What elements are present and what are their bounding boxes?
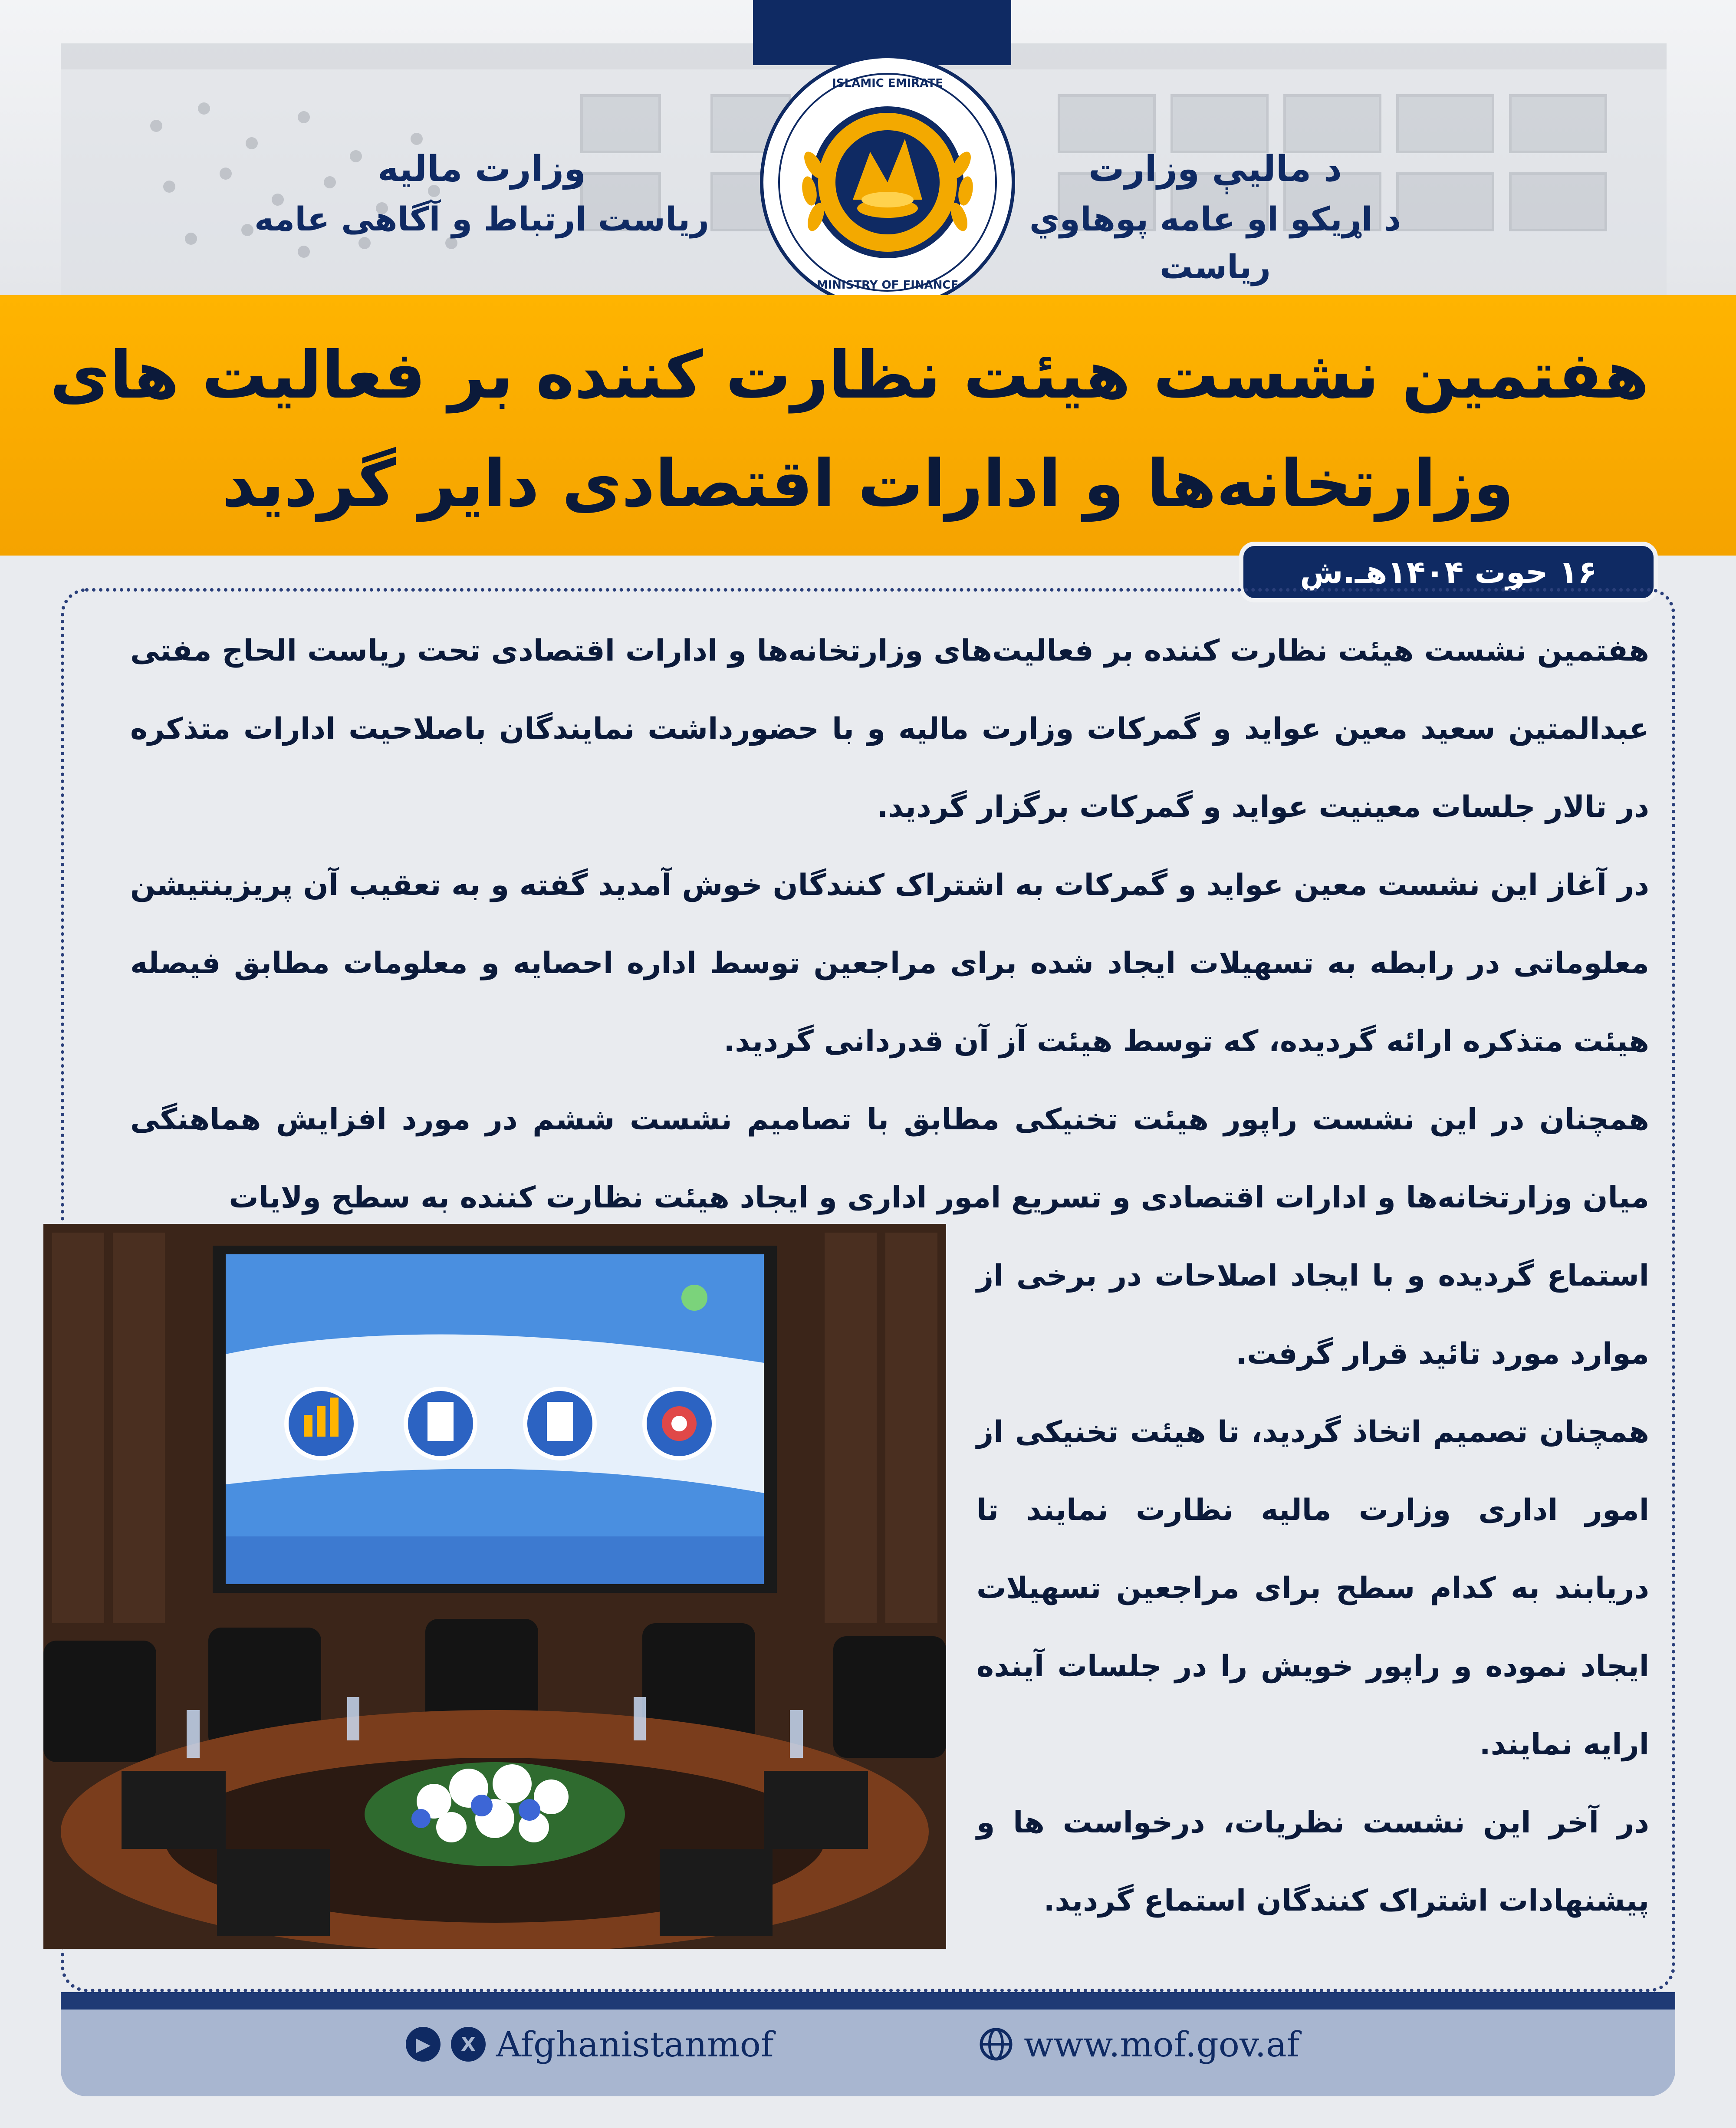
ministry-dari-block (243, 143, 720, 243)
ministry-pashto-name: د مالیې وزارت (1088, 148, 1342, 190)
paragraph-closing: در آخر این نشست نظریات، درخواست ها و پیشنهادات اشتراک کنندگان استماع گردید. (976, 1806, 1649, 1918)
x-icon[interactable]: X (451, 2027, 486, 2062)
footer-top-bar (61, 1992, 1675, 2010)
ministry-dari-department: ریاست ارتباط و آگاهی عامه (254, 200, 709, 238)
paragraph-decision: همچنان تصمیم اتخاذ گردید، تا هیئت تخنیکی از امور اداری وزارت مالیه نظارت نمایند تا دریابند به کدام سطح برای مراجعین تسهیلات ایجاد نموده و راپور خویش را در جلسات آینده ارایه نمایند. (976, 1415, 1649, 1762)
ministry-pashto-department: د اړیکو او عامه پوهاوي ریاست (1029, 200, 1401, 286)
svg-text:MINISTRY OF FINANCE: MINISTRY OF FINANCE (816, 279, 959, 292)
website-link[interactable] (979, 2018, 1299, 2070)
title-line-1: هفتمین نشست هیئت نظارت کننده بر فعالیت های (50, 338, 1649, 413)
ministry-dari-name: وزارت مالیه (378, 148, 586, 190)
date-badge: ۱۶ حوت ۱۴۰۴هـ.ش (1239, 542, 1658, 602)
header (0, 0, 1736, 295)
title-banner (0, 295, 1736, 556)
ministry-pashto-block (976, 143, 1454, 291)
page-title (50, 321, 1649, 538)
social-links (406, 2018, 774, 2070)
title-line-2: وزارتخانه‌ها و ادارات اقتصادی دایر گردید (222, 446, 1514, 522)
website-url[interactable]: www.mof.gov.af (1024, 2024, 1300, 2065)
globe-icon (979, 2027, 1013, 2062)
svg-text:ISLAMIC EMIRATE: ISLAMIC EMIRATE (832, 77, 943, 90)
social-handle[interactable]: Afghanistanmof (496, 2024, 774, 2065)
youtube-icon[interactable]: ▶ (406, 2027, 441, 2062)
paragraph-technical-report: همچنان در این نشست راپور هیئت تخنیکی مطابق با تصامیم نشست ششم در مورد افزایش هماهنگی میان وزارتخانه‌ها و ادارات اقتصادی و تسریع امور اداری و ایجاد هیئت نظارت کننده به سطح ولایات (130, 1102, 1649, 1215)
paragraph-opening: در آغاز این نشست معین عواید و گمرکات به اشتراک کنندگان خوش آمدید گفته و به تعقیب آن پریزینتیشن معلوماتی در رابطه به تسهیلات ایجاد شده برای مراجعین توسط اداره احصایه و معلومات مطابق فیصله هیئت متذکره ارائه گردیده، که توسط هیئت آز آن قدردانی گردید. (130, 868, 1649, 1059)
meeting-room-photo (43, 1224, 946, 1949)
paragraph-technical-report-continued: استماع گردیده و با ایجاد اصلاحات در برخی از موارد مورد تائید قرار گرفت. (976, 1259, 1649, 1371)
paragraph-intro: هفتمین نشست هیئت نظارت کننده بر فعالیت‌های وزارتخانه‌ها و ادارات اقتصادی تحت ریاست الحاج مفتی عبدالمتین سعید معین عواید و گمرکات وزارت مالیه و با حضورداشت نمایندگان باصلاحیت ادارات متذکره در تالار جلسات معینیت عواید و گمرکات برگزار گردید. (130, 634, 1649, 824)
